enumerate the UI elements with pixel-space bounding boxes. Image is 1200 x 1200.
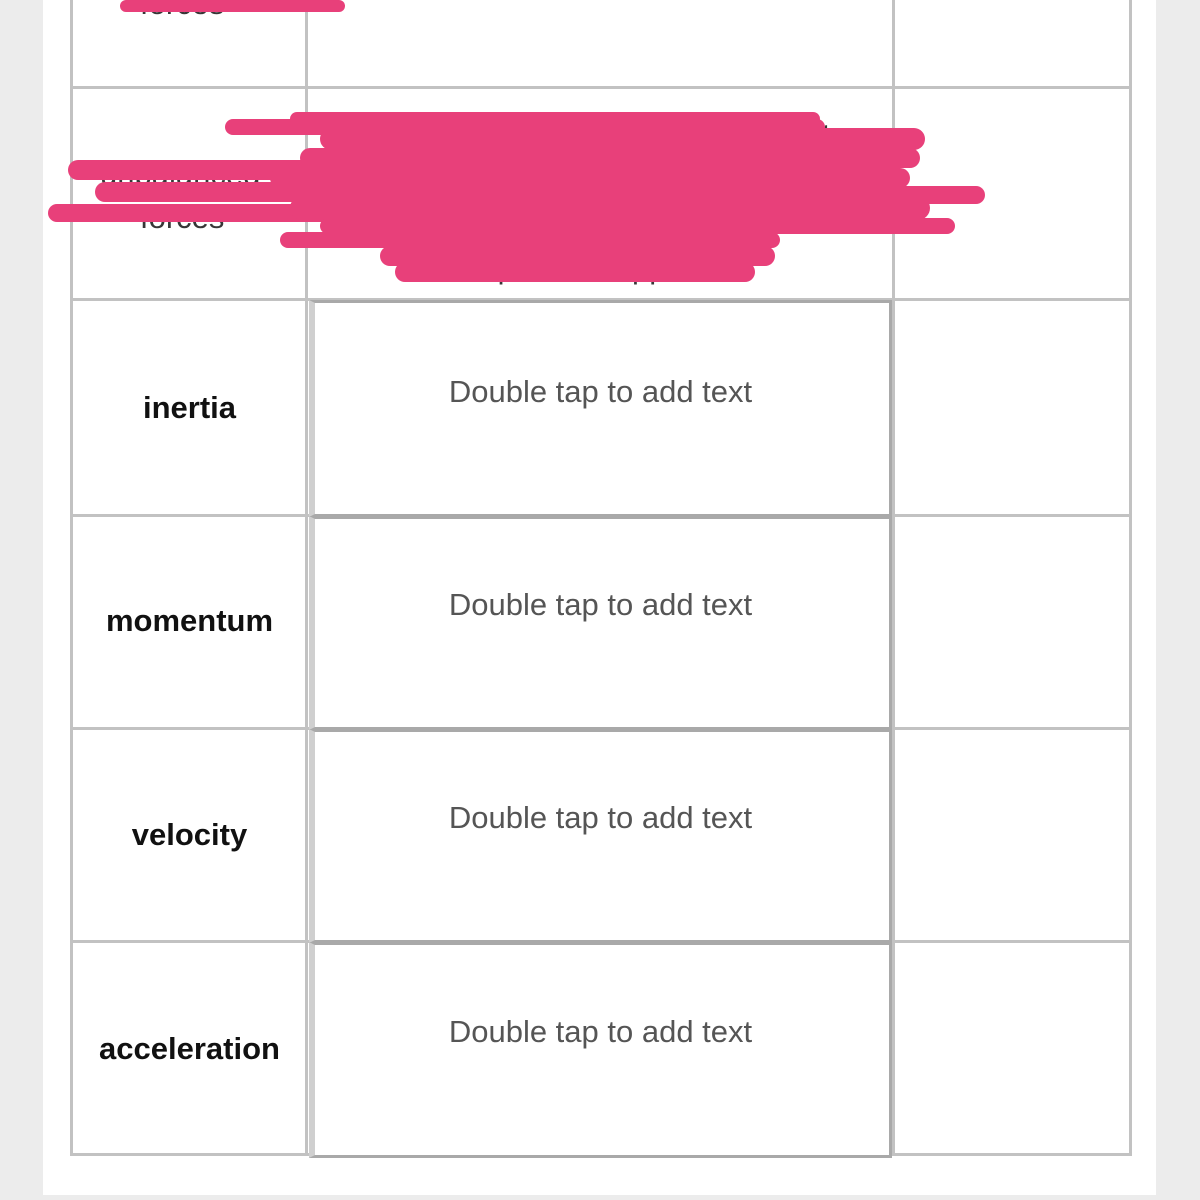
add-text-placeholder[interactable]: Double tap to add text (448, 1014, 753, 1049)
term-label: acceleration (99, 1031, 280, 1066)
add-text-placeholder[interactable]: Double tap to add text (448, 374, 753, 409)
term-label: momentum (105, 603, 274, 638)
text-entry-box[interactable] (309, 729, 892, 943)
add-text-placeholder[interactable]: Double tap to add text (448, 587, 753, 622)
text-entry-box[interactable] (309, 516, 892, 730)
add-text-placeholder[interactable]: Double tap to add text (448, 800, 753, 835)
term-label: velocity (131, 817, 248, 852)
text-entry-box[interactable] (309, 942, 892, 1158)
redaction-scribble (0, 0, 1200, 300)
term-label: inertia (142, 390, 237, 425)
